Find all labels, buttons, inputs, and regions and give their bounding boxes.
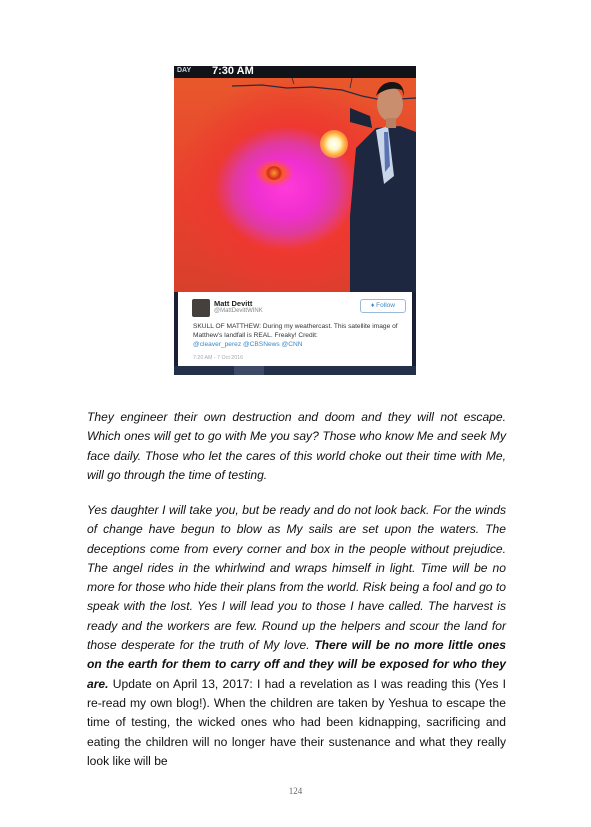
tweet-body: SKULL OF MATTHEW: During my weathercast. This satellite image of Matthew's landfall is REAL. Freaky! Credit: bbox=[193, 323, 398, 339]
follow-button[interactable] bbox=[360, 299, 406, 313]
screenshot-bottom-strip bbox=[174, 366, 416, 375]
avatar bbox=[192, 299, 210, 317]
paragraph-2 bbox=[87, 501, 506, 771]
light-flare bbox=[320, 130, 348, 158]
embedded-screenshot bbox=[174, 66, 416, 375]
tweet-card bbox=[178, 292, 412, 366]
tweet-text bbox=[193, 322, 405, 349]
paragraph-1: They engineer their own destruction and doom and they will not escape. Which ones will get to go with Me you say? Those who know Me and seek My face daily. Those who let the cares of this world choke out their time with Me, will go through the time of testing. bbox=[87, 410, 506, 482]
paragraph-2-prophecy: Yes daughter I will take you, but be ready and do not look back. For the winds of change have begun to blow as My sails are set upon the waters. The deceptions come from every corner and box in the people without prejudice. The angel rides in the whirlwind and wraps himself in light. Time will be no more for those who hide their plans from the world. Risk being a fool and go to speak with the lost. Yes I will lead you to those I have called. The harvest is ready and the workers are few. Round up the helpers and scour the land for those desperate for the truth of My love. bbox=[87, 503, 506, 653]
weatherman-figure bbox=[350, 66, 416, 292]
twitter-bird-icon: ♦ bbox=[371, 302, 375, 309]
tweet-author-name: Matt Devitt bbox=[214, 299, 253, 308]
broadcast-day-label: DAY bbox=[177, 67, 192, 74]
hurricane-eye bbox=[266, 166, 282, 180]
broadcast-top-bar bbox=[174, 66, 416, 78]
tweet-timestamp: 7:20 AM - 7 Oct 2016 bbox=[193, 355, 244, 361]
tweet-author-handle: @MattDevittWINK bbox=[214, 308, 263, 314]
paragraph-2-emphasis: There will be no more little ones on the earth for them to carry off and they will be exposed for who they are. bbox=[87, 638, 506, 691]
paragraph-2-update: Update on April 13, 2017: I had a revelation as I was reading this (Yes I re-read my own blog!). When the children are taken by Yeshua to escape the time of testing, the wicked ones who had been kidnapping, sacrificing and eating the children will no longer have their sustenance and what they really look like will be bbox=[87, 676, 506, 768]
follow-button-label: Follow bbox=[376, 302, 395, 309]
tweet-mentions[interactable]: @cleaver_perez @CBSNews @CNN bbox=[193, 341, 303, 348]
page-number: 124 bbox=[288, 786, 303, 796]
hurricane-satellite-broadcast bbox=[174, 66, 416, 292]
broadcast-time: 7:30 AM bbox=[212, 66, 254, 77]
